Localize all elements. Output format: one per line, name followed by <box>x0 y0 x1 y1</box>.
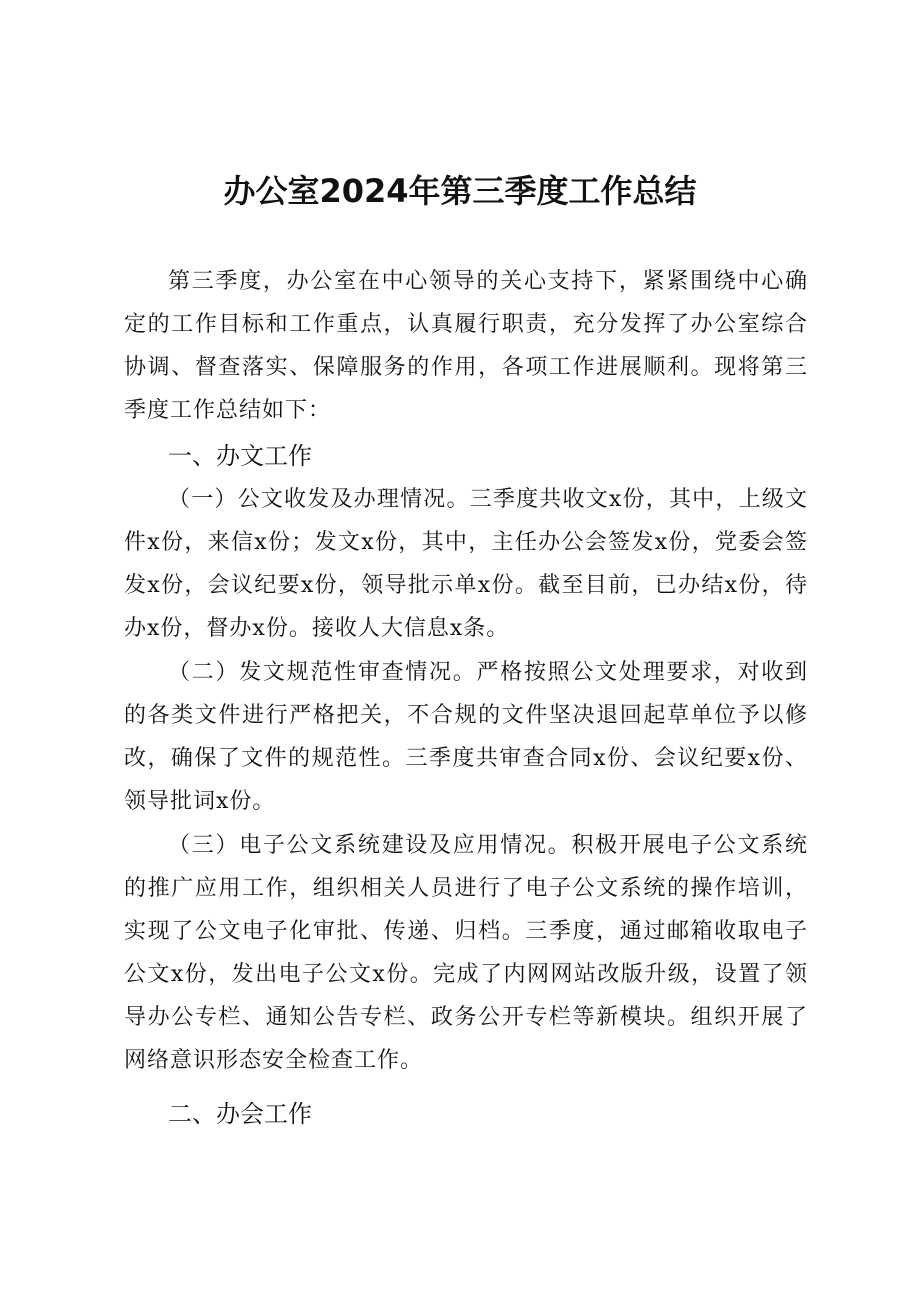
paragraph-electronic-system: （三）电子公文系统建设及应用情况。积极开展电子公文系统的推广应用工作，组织相关人员进行了电子公文系统的操作培训，实现了公文电子化审批、传递、归档。三季度，通过邮箱收取电子公文x份，发出电子公文x份。完成了内网网站改版升级，设置了领导办公专栏、通知公告专栏、政务公开专栏等新模块。组织开展了网络意识形态安全检查工作。 <box>124 833 808 1073</box>
document-title: 办公室2024年第三季度工作总结 <box>223 172 697 210</box>
paragraph-document-review: （二）发文规范性审查情况。严格按照公文处理要求，对收到的各类文件进行严格把关，不合规的文件坚决退回起草单位予以修改，确保了文件的规范性。三季度共审查合同x份、会议纪要x份、领导批词x份。 <box>124 660 808 814</box>
section-heading-office-documents: 一、办文工作 <box>168 442 312 470</box>
intro-paragraph: 第三季度，办公室在中心领导的关心支持下，紧紧围绕中心确定的工作目标和工作重点，认真履行职责，充分发挥了办公室综合协调、督查落实、保障服务的作用，各项工作进展顺利。现将第三季度工作总结如下： <box>124 269 808 423</box>
paragraph-document-handling: （一）公文收发及办理情况。三季度共收文x份，其中，上级文件x份，来信x份；发文x份，其中，主任办公会签发x份，党委会签发x份，会议纪要x份，领导批示单x份。截至目前，已办结x份，待办x份，督办x份。接收人大信息x条。 <box>124 487 808 641</box>
section-heading-meetings: 二、办会工作 <box>168 1100 312 1128</box>
